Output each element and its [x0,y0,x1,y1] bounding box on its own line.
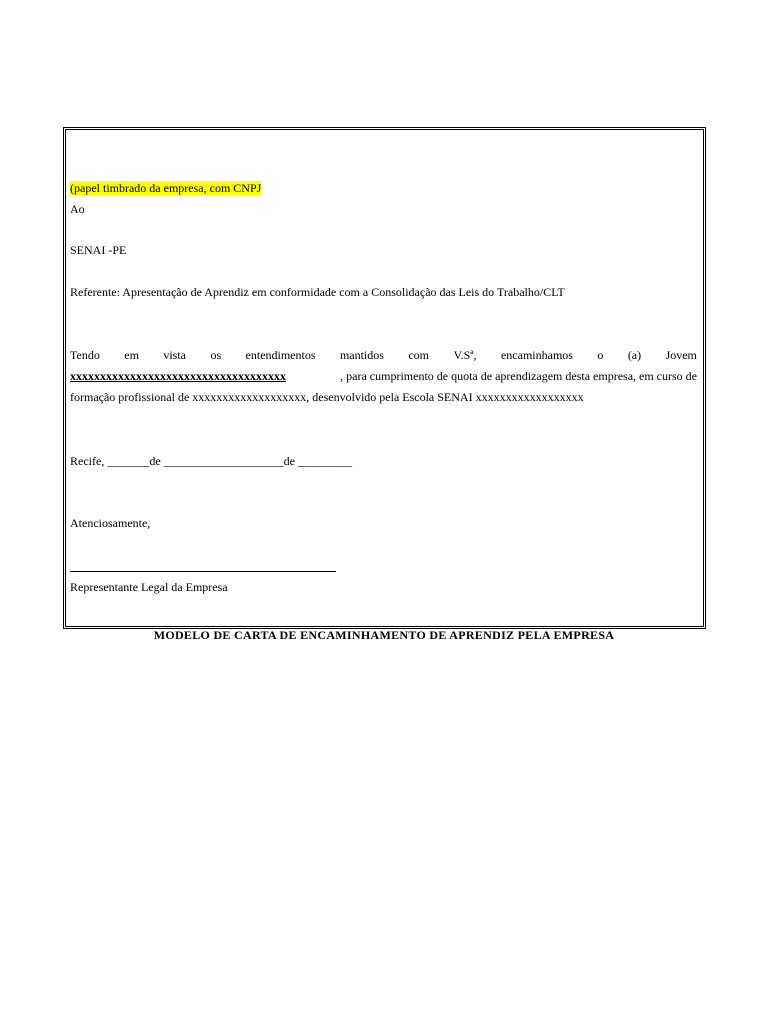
body-paragraph [70,345,697,408]
body-word: os [210,348,222,362]
document-caption: MODELO DE CARTA DE ENCAMINHAMENTO DE APRENDIZ PELA EMPRESA [153,628,615,642]
body-word: vista [163,348,187,362]
addressee-prefix: Ao [70,202,85,216]
body-word: Tendo [70,348,100,362]
body-word: mantidos [339,348,384,362]
body-word: Jovem [665,348,697,362]
recipient: SENAI -PE [70,243,127,257]
body-line-1 [70,345,697,366]
body-word: V.Sª, [453,348,477,362]
subject-line: Referente: Apresentação de Aprendiz em conformidade com a Consolidação das Leis do Trabalho/CLT [70,285,565,299]
body-word: encaminhamos [500,348,573,362]
body-line-2 [70,366,697,387]
apprentice-name-placeholder: xxxxxxxxxxxxxxxxxxxxxxxxxxxxxxxxxxxx [70,369,286,383]
date-line: Recife, _______de ____________________de _________ [70,454,352,468]
body-word: em [124,348,139,362]
body-line-3: formação profissional de xxxxxxxxxxxxxxxxxxx, desenvolvido pela Escola SENAI xxxxxxxxxxxxxxxxxx [70,390,584,404]
body-word: com [408,348,430,362]
body-word: entendimentos [245,348,316,362]
body-word: o [597,348,604,362]
signature-line [70,571,336,572]
letterhead-note: (papel timbrado da empresa, com CNPJ [70,181,262,195]
signature-label: Representante Legal da Empresa [70,580,228,594]
body-line-2-rest: , para cumprimento de quota de aprendizagem desta empresa, em curso de [340,369,697,383]
closing: Atenciosamente, [70,516,151,530]
body-word: (a) [627,348,642,362]
